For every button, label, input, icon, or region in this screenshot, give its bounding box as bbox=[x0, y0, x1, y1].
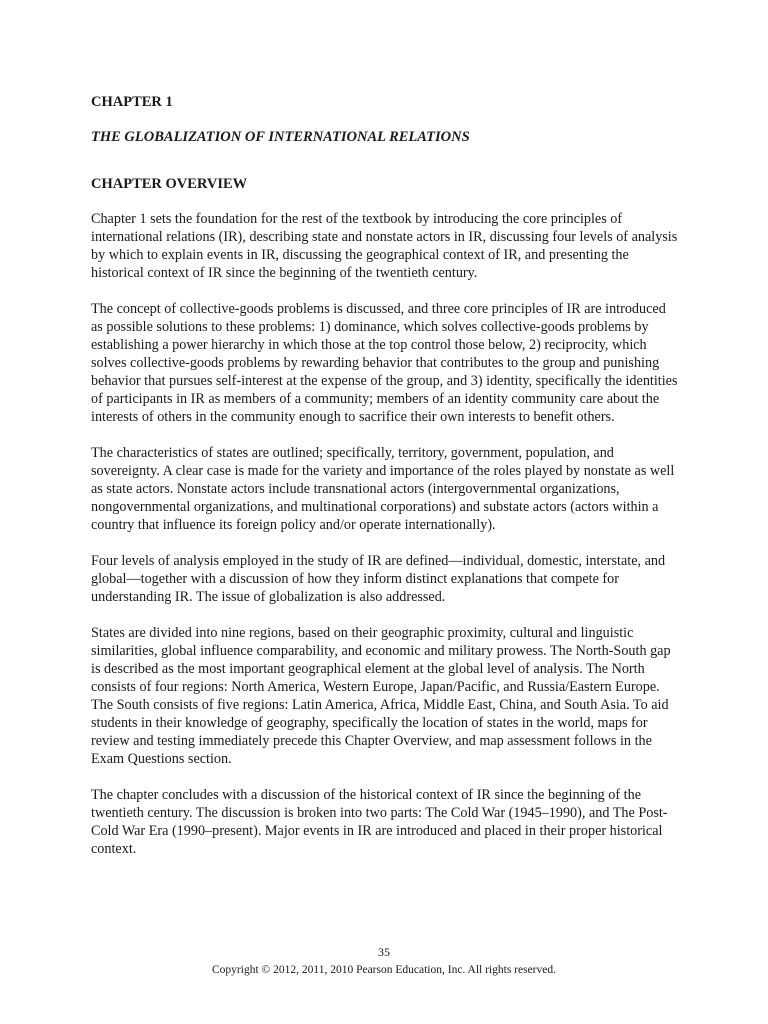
body-paragraph-6: The chapter concludes with a discussion of the historical context of IR since the beginning of the twentieth century. The discussion is broken into two parts: The Cold War (1945–1990), and The Post-Cold War Era (1990–present). Major events in IR are introduced and placed in their proper historical context. bbox=[91, 787, 668, 857]
body-paragraph-5: States are divided into nine regions, based on their geographic proximity, cultural and linguistic similarities, global influence comparability, and economic and military prowess. The North-South gap is described as the most important geographical element at the global level of analysis. The North consists of four regions: North America, Western Europe, Japan/Pacific, and Russia/Eastern Europe. The South consists of five regions: Latin America, Africa, Middle East, China, and South Asia. To aid students in their knowledge of geography, specifically the location of states in the world, maps for review and testing immediately precede this Chapter Overview, and map assessment follows in the Exam Questions section. bbox=[91, 625, 671, 767]
page-number: 35 bbox=[378, 945, 390, 959]
body-paragraph-4: Four levels of analysis employed in the study of IR are defined—individual, domestic, interstate, and global—together with a discussion of how they inform distinct explanations that compete for understanding IR. The issue of globalization is also addressed. bbox=[91, 553, 666, 605]
body-paragraph-3: The characteristics of states are outlined; specifically, territory, government, population, and sovereignty. A clear case is made for the variety and importance of the roles played by nonstate as well as state actors. Nonstate actors include transnational actors (intergovernmental organizations, nongovernmental organizations, and multinational corporations) and substate actors (actors within a country that influence its foreign policy and/or operate internationally). bbox=[91, 445, 675, 533]
chapter-label: CHAPTER 1 bbox=[91, 94, 173, 110]
chapter-title: THE GLOBALIZATION OF INTERNATIONAL RELATIONS bbox=[91, 129, 470, 145]
copyright-notice: Copyright © 2012, 2011, 2010 Pearson Education, Inc. All rights reserved. bbox=[212, 964, 556, 976]
document-page bbox=[91, 93, 681, 858]
body-paragraph-1: Chapter 1 sets the foundation for the rest of the textbook by introducing the core principles of international relations (IR), describing state and nonstate actors in IR, discussing four levels of analysis by which to explain events in IR, discussing the geographical context of IR, and presenting the historical context of IR since the beginning of the twentieth century. bbox=[91, 211, 678, 281]
section-heading: CHAPTER OVERVIEW bbox=[91, 176, 248, 192]
body-paragraph-2: The concept of collective-goods problems is discussed, and three core principles of IR are introduced as possible solutions to these problems: 1) dominance, which solves collective-goods problems by establishing a power hierarchy in which those at the top control those below, 2) reciprocity, which solves collective-goods problems by rewarding behavior that contributes to the group and punishing behavior that pursues self-interest at the expense of the group, and 3) identity, specifically the identities of participants in IR as members of a community; members of an identity community care about the interests of others in the community enough to sacrifice their own interests to benefit others. bbox=[91, 301, 678, 425]
